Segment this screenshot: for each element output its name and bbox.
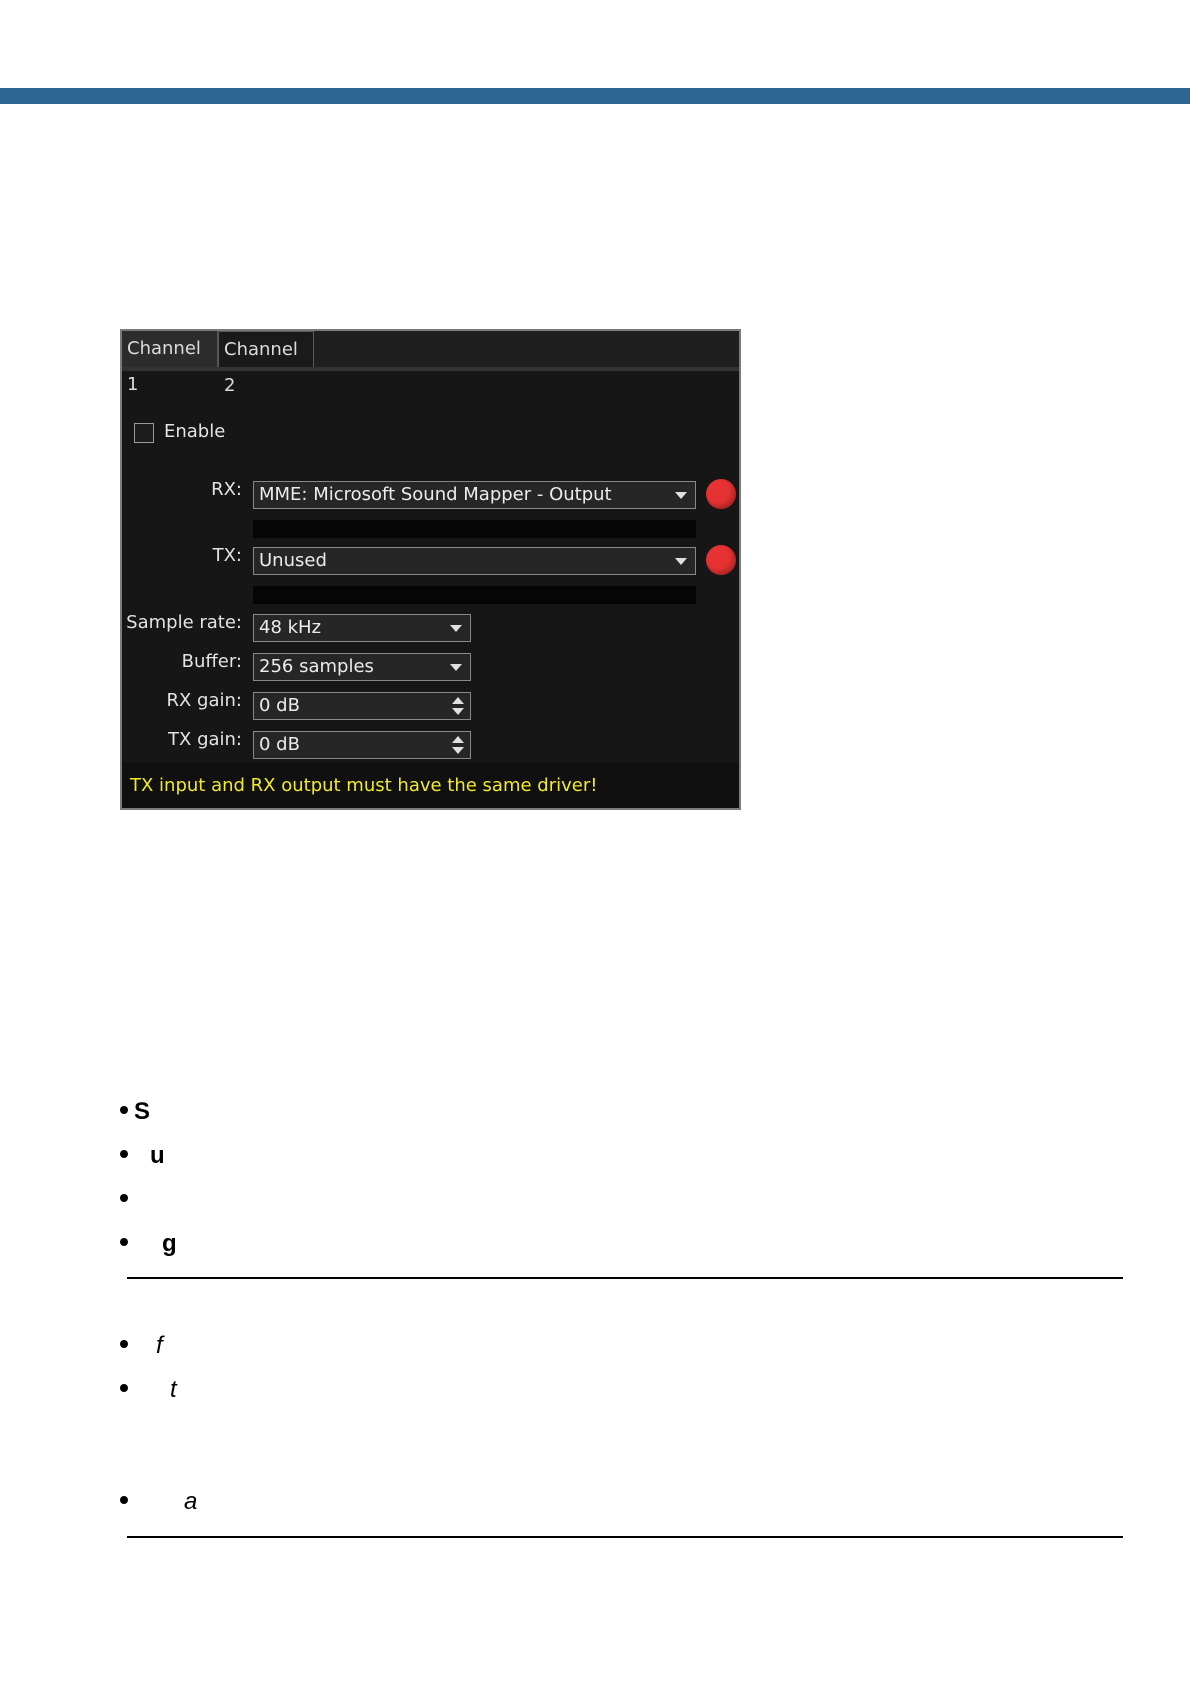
sample-rate-select[interactable] (253, 614, 471, 642)
sample-rate-label: Sample rate: (126, 612, 242, 633)
chevron-down-icon (450, 625, 462, 632)
tx-label: TX: (212, 545, 242, 566)
chevron-down-icon (675, 492, 687, 499)
rx-label: RX: (211, 479, 242, 500)
list-item: f (120, 1332, 163, 1360)
list-item (120, 1186, 134, 1214)
spin-down-icon[interactable] (452, 747, 464, 754)
rx-status-led-icon (706, 479, 736, 509)
tx-status-led-icon (706, 545, 736, 575)
rx-level-meter (253, 520, 696, 538)
bullet-icon (120, 1496, 128, 1504)
tx-device-select[interactable] (253, 547, 696, 575)
chevron-down-icon (450, 664, 462, 671)
list-item: S (120, 1098, 150, 1126)
bullet-icon (120, 1384, 128, 1392)
buffer-value: 256 samples (259, 656, 374, 677)
divider (127, 1277, 1123, 1279)
tx-device-value: Unused (259, 550, 327, 571)
spin-down-icon[interactable] (452, 708, 464, 715)
list-item: g (120, 1230, 177, 1258)
bullet-icon (120, 1106, 128, 1114)
bullet-icon (120, 1150, 128, 1158)
rx-gain-spinbox[interactable] (253, 692, 471, 720)
tab-bar (122, 331, 739, 396)
rx-gain-label: RX gain: (166, 690, 242, 711)
tx-gain-value: 0 dB (259, 734, 300, 755)
divider (127, 1536, 1123, 1538)
tx-gain-spinbox[interactable] (253, 731, 471, 759)
channel-settings-panel (120, 329, 741, 810)
spin-up-icon[interactable] (452, 697, 464, 704)
sample-rate-value: 48 kHz (259, 617, 322, 638)
enable-label: Enable (164, 421, 226, 442)
chevron-down-icon (675, 558, 687, 565)
buffer-select[interactable] (253, 653, 471, 681)
rx-device-select[interactable] (253, 481, 696, 509)
enable-checkbox[interactable] (134, 423, 154, 443)
list-item: t (120, 1376, 177, 1404)
tx-level-meter (253, 586, 696, 604)
rx-device-value: MME: Microsoft Sound Mapper - Output (259, 484, 612, 505)
tx-gain-label: TX gain: (168, 729, 242, 750)
rx-gain-value: 0 dB (259, 695, 300, 716)
bullet-icon (120, 1238, 128, 1246)
tab-channel-1[interactable]: Channel 1 (122, 331, 218, 367)
bullet-icon (120, 1194, 128, 1202)
list-item: a (120, 1488, 197, 1516)
spin-up-icon[interactable] (452, 736, 464, 743)
tab-channel-2[interactable]: Channel 2 (218, 331, 314, 367)
buffer-label: Buffer: (181, 651, 242, 672)
driver-warning: TX input and RX output must have the same driver! (122, 763, 739, 808)
header-band (0, 88, 1190, 104)
list-item: u (120, 1142, 165, 1170)
bullet-icon (120, 1340, 128, 1348)
